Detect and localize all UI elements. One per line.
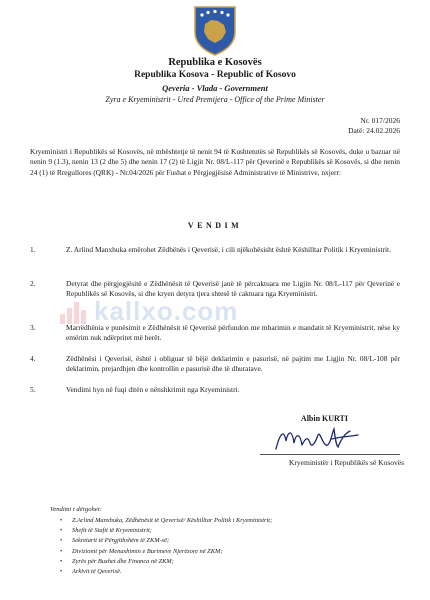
reference-number: Nr. 017/2026 xyxy=(360,116,400,125)
decision-item-text: Detyrat dhe përgjegjësitë e Zëdhënësit të Qeverisë janë të përcaktuara me Ligjin Nr. 08/L-117 për Qeverinë e Republikës së Kosovës, si dhe kryen detyra tjera shtesë të caktuara nga Kryeministri. xyxy=(66,279,400,299)
watermark-bars-icon xyxy=(60,302,88,324)
decision-item-text: Marrëdhënia e punësimit e Zëdhënësit të Qeverisë përfundon me mbarimin e mandatit të Kryeministrit, nëse ky emërim nuk ndërpritet më herët. xyxy=(66,323,400,343)
signatory-name: Albin KURTI xyxy=(300,414,348,423)
decision-item-text: Z. Arlind Manxhuka emërohet Zëdhënës i Qeverisë, i cili njëkohësisht është Këshilltar Politik i Kryeministrit. xyxy=(66,245,391,254)
decision-item-number: 3. xyxy=(30,323,36,332)
decision-item-number: 1. xyxy=(30,245,36,254)
bullet-icon: • xyxy=(60,527,63,535)
bullet-icon: • xyxy=(60,557,63,565)
header-government: Qeveria - Vlada - Government xyxy=(162,83,268,93)
header-office: Zyra e Kryeministrit - Ured Premijera - Office of the Prime Minister xyxy=(105,95,325,104)
recipient-item xyxy=(60,547,272,557)
recipient-item xyxy=(60,557,272,567)
preamble-text: Kryeministri i Republikës së Kosovës, në mbështetje të nenit 94 të Kushtetutës së Republikës së Kosovës, duke u bazuar në nenin 9 (1.3), nenin 13 (2 dhe 5) dhe nenin 17 (2) të Ligjit Nr. 08/L-117 për Qeverinë e Republikës së Kosovës, si dhe nenin 24 (1) të Rregullores (QRK) - Nr.04/2026 për Fushat e Përgjegjësisë Administrative të Ministrive, nxjerr: xyxy=(30,147,400,177)
signature-line xyxy=(260,454,400,455)
recipient-text: Sekretarit të Përgjithshëm të ZKM-së; xyxy=(72,537,170,545)
recipient-text: Divizionit për Menaxhimin e Burimeve Njerëzore në ZKM; xyxy=(72,547,223,555)
decision-item-number: 5. xyxy=(30,385,36,394)
bullet-icon: • xyxy=(60,568,63,576)
kosovo-emblem-icon xyxy=(191,4,239,56)
reference-date: Datë: 24.02.2026 xyxy=(348,126,400,135)
recipients-list xyxy=(60,516,272,577)
signatory-title: Kryeministër i Republikës së Kosovës xyxy=(289,458,404,467)
decision-item-text: Zëdhënësi i Qeverisë, është i obliguar të bëjë deklarimin e pasurisë, në pajtim me Ligjin Nr. 08/L-108 për deklarimin, prejardhjen dhe kontrollin e pasurisë dhe të dhuratave. xyxy=(66,354,400,374)
recipient-text: Z.Arlind Manxhuka, Zëdhënësit të Qeverisë/ Këshilltar Politik i Kryeministrit; xyxy=(72,517,273,524)
header-country: Republika e Kosovës xyxy=(168,57,262,68)
decision-item xyxy=(30,354,400,375)
watermark-logo-text: kallxo.com xyxy=(94,296,239,326)
bullet-icon: • xyxy=(60,517,63,524)
bullet-icon: • xyxy=(60,537,63,545)
decision-item-text: Vendimi hyn në fuqi ditën e nënshkrimit nga Kryeministri. xyxy=(66,385,240,394)
bullet-icon: • xyxy=(60,547,63,555)
recipient-item xyxy=(60,526,272,536)
recipient-item xyxy=(60,536,272,546)
decision-item xyxy=(30,385,400,395)
recipient-text: Shefit të Stafit të Kryeministrit; xyxy=(72,527,152,535)
handwritten-signature-icon xyxy=(272,423,362,457)
decision-title: VENDIM xyxy=(187,221,243,230)
recipient-text: Arkivit të Qeverisë. xyxy=(72,568,122,576)
decision-item-number: 4. xyxy=(30,354,36,363)
decision-item xyxy=(30,245,400,255)
recipient-item xyxy=(60,516,272,526)
header-country-multilingual: Republika Kosova - Republic of Kosovo xyxy=(134,70,296,80)
recipient-text: Zyrës për Buxhet dhe Financa në ZKM; xyxy=(72,557,174,565)
recipients-title: Vendimi i dërgohet: xyxy=(50,506,102,513)
decision-item-number: 2. xyxy=(30,279,36,288)
recipient-item xyxy=(60,567,272,577)
watermark xyxy=(60,296,380,326)
